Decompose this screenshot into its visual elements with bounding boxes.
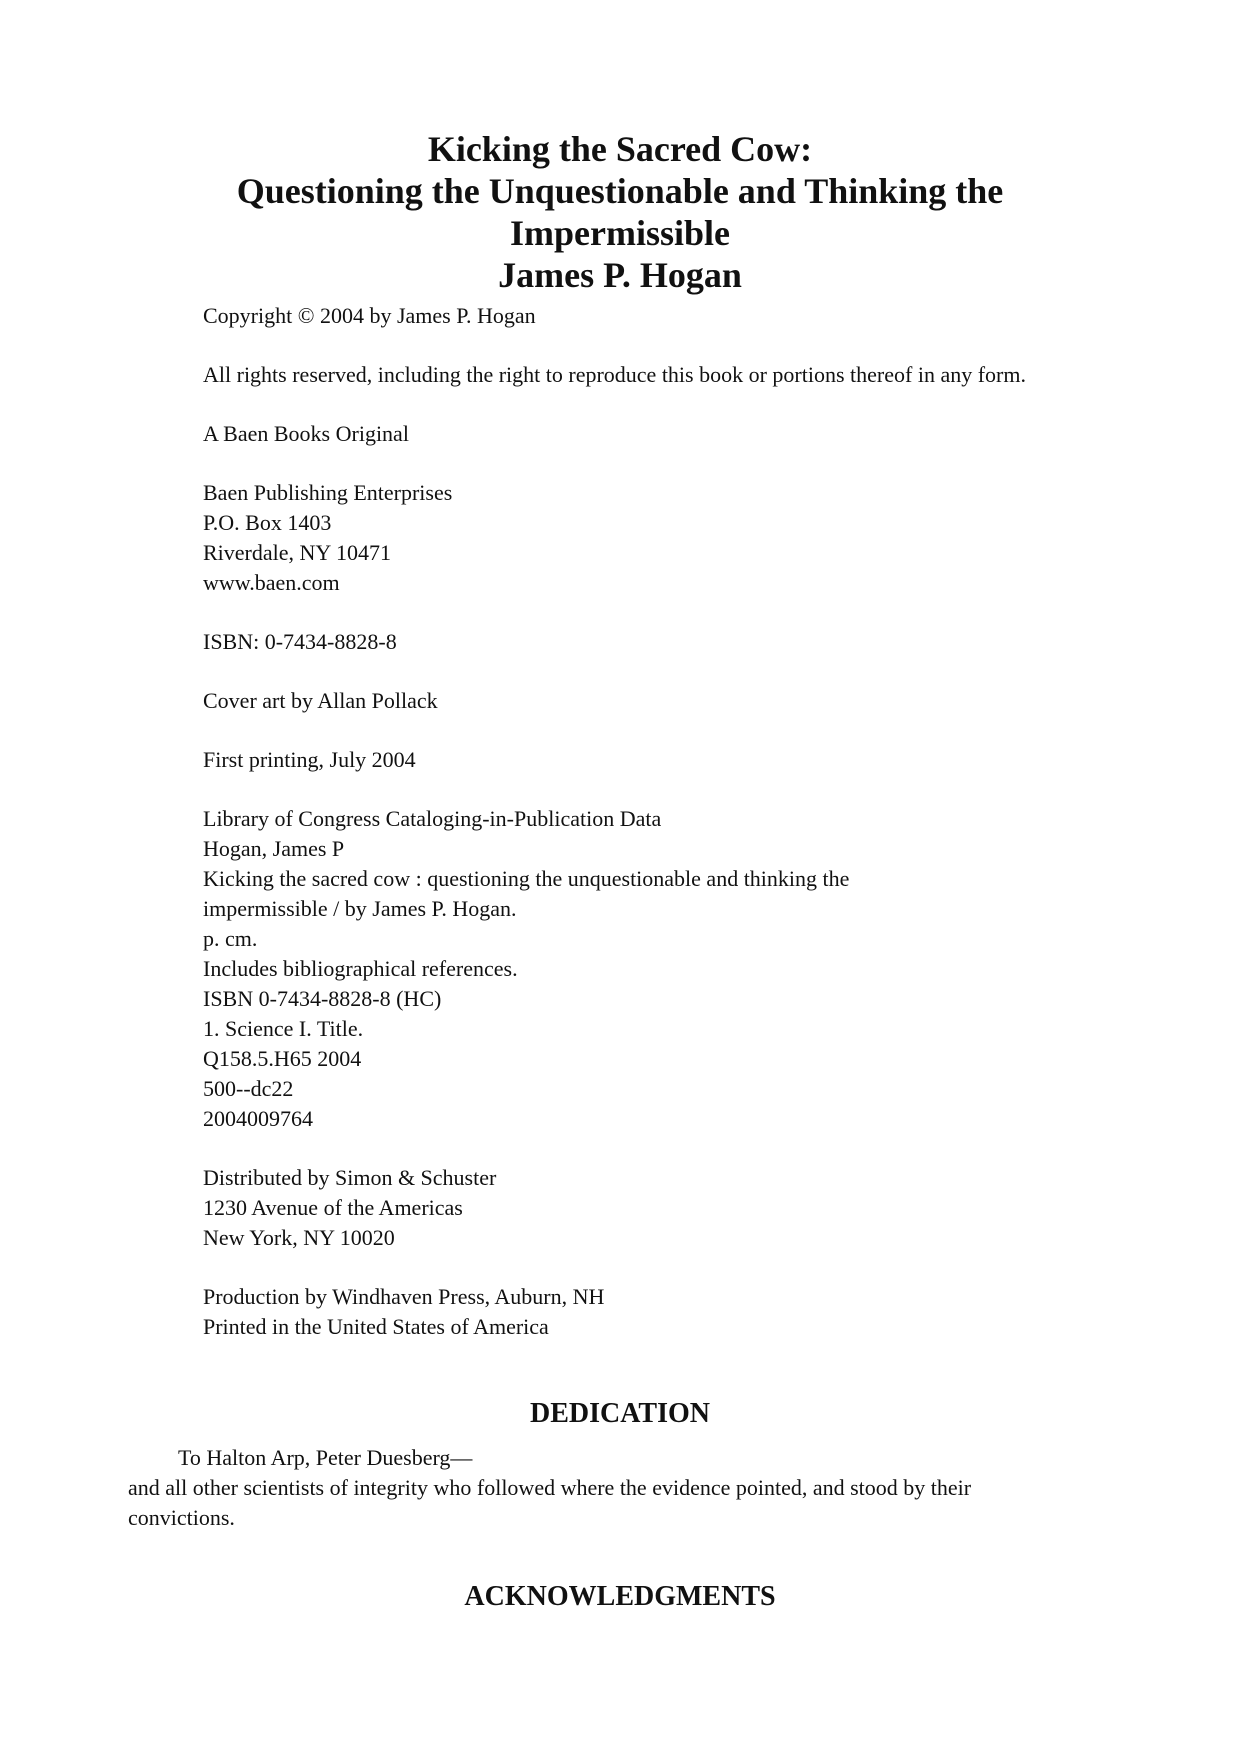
dedication-line-2: and all other scientists of integrity who followed where the evidence pointed, and stood by their convictions. bbox=[128, 1475, 972, 1530]
dedication-text bbox=[128, 1443, 1028, 1533]
dedication-heading: DEDICATION bbox=[530, 1398, 710, 1429]
title-line-3: Impermissible bbox=[510, 213, 730, 253]
imprint-line: A Baen Books Original bbox=[203, 421, 409, 446]
acknowledgments-heading: ACKNOWLEDGMENTS bbox=[464, 1581, 776, 1612]
production-line-1: Production by Windhaven Press, Auburn, NH bbox=[203, 1284, 605, 1309]
title-line-1: Kicking the Sacred Cow: bbox=[427, 129, 813, 169]
publisher-city: Riverdale, NY 10471 bbox=[203, 540, 391, 565]
cip-heading: Library of Congress Cataloging-in-Publication Data bbox=[203, 806, 662, 831]
cip-title-line-1: Kicking the sacred cow : questioning the unquestionable and thinking the bbox=[203, 866, 850, 891]
cip-title-line-2: impermissible / by James P. Hogan. bbox=[203, 896, 517, 921]
cip-ddc: 500--dc22 bbox=[203, 1076, 294, 1101]
first-printing-line: First printing, July 2004 bbox=[203, 747, 416, 772]
cover-art-credit: Cover art by Allan Pollack bbox=[203, 688, 438, 713]
distributor-line-1: Distributed by Simon & Schuster bbox=[203, 1165, 497, 1190]
title-block bbox=[120, 128, 1120, 296]
production-line-2: Printed in the United States of America bbox=[203, 1314, 549, 1339]
isbn-line: ISBN: 0-7434-8828-8 bbox=[203, 629, 397, 654]
publisher-name: Baen Publishing Enterprises bbox=[203, 480, 453, 505]
cip-bibliography: Includes bibliographical references. bbox=[203, 956, 518, 981]
cip-subject: 1. Science I. Title. bbox=[203, 1016, 364, 1041]
title-line-2: Questioning the Unquestionable and Thinking the bbox=[236, 171, 1004, 211]
rights-statement: All rights reserved, including the right to reproduce this book or portions thereof in any form. bbox=[203, 362, 1026, 387]
cip-lcc: Q158.5.H65 2004 bbox=[203, 1046, 362, 1071]
distributor-line-3: New York, NY 10020 bbox=[203, 1225, 395, 1250]
dedication-line-1: To Halton Arp, Peter Duesberg— bbox=[178, 1445, 473, 1470]
copyright-line: Copyright © 2004 by James P. Hogan bbox=[203, 303, 536, 328]
publisher-po-box: P.O. Box 1403 bbox=[203, 510, 332, 535]
distributor-line-2: 1230 Avenue of the Americas bbox=[203, 1195, 463, 1220]
cip-isbn: ISBN 0-7434-8828-8 (HC) bbox=[203, 986, 442, 1011]
cip-author: Hogan, James P bbox=[203, 836, 345, 861]
publisher-website: www.baen.com bbox=[203, 570, 340, 595]
cip-pages: p. cm. bbox=[203, 926, 258, 951]
cip-lccn: 2004009764 bbox=[203, 1106, 313, 1131]
author-name: James P. Hogan bbox=[498, 255, 742, 295]
copyright-page-body bbox=[203, 301, 1033, 1342]
